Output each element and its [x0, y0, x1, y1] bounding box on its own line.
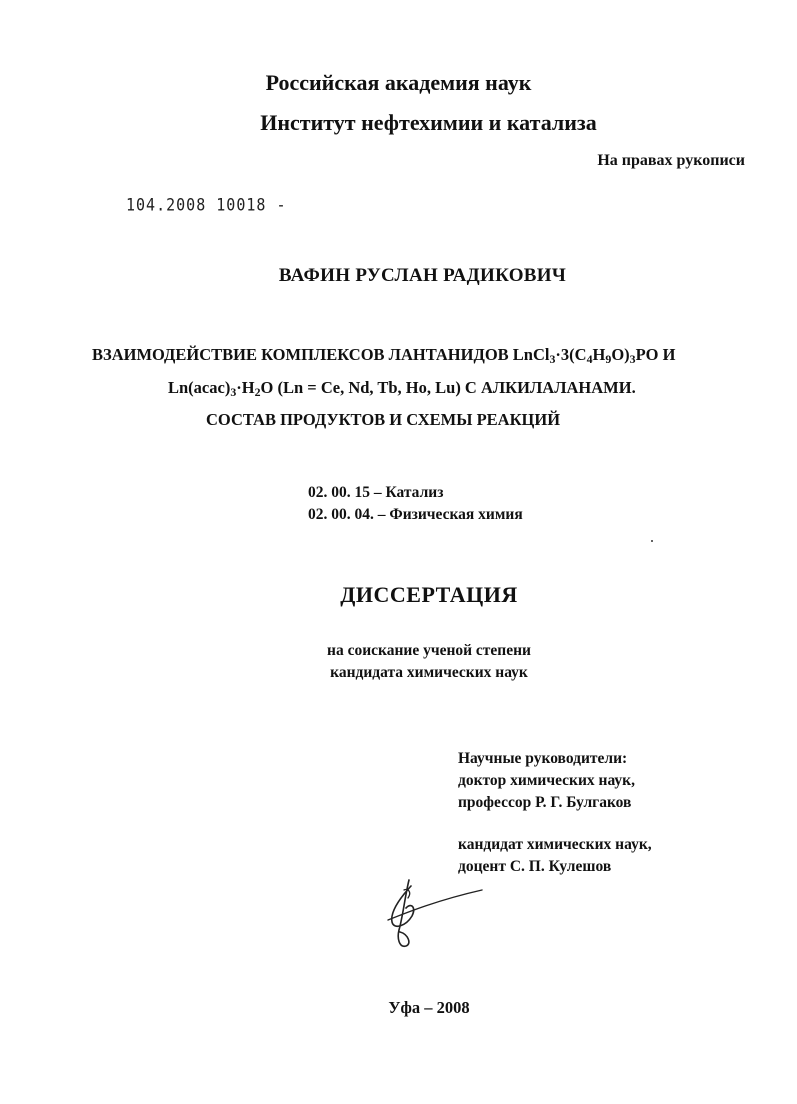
specialty-physical-chemistry: 02. 00. 04. – Физическая химия: [308, 506, 523, 523]
degree-line-2: кандидата химических наук: [330, 664, 528, 681]
place-and-year: Уфа – 2008: [388, 998, 470, 1017]
supervisors-heading: Научные руководители:: [458, 750, 628, 767]
supervisor-2-degree: кандидат химических наук,: [458, 836, 652, 853]
degree-line-1: на соискание ученой степени: [327, 642, 531, 659]
title-line-3: СОСТАВ ПРОДУКТОВ И СХЕМЫ РЕАКЦИЙ: [206, 410, 561, 429]
title-line-1: ВЗАИМОДЕЙСТВИЕ КОМПЛЕКСОВ ЛАНТАНИДОВ $LnCl_3\cdot 3(C_4H_9O)_3PO$ И: [92, 345, 676, 366]
title-line-2: $Ln(acac)_3\cdot H_2O$ (Ln = Ce, Nd, Tb, Ho, Lu) С АЛКИЛАЛАНАМИ.: [168, 378, 636, 399]
academy-name: Российская академия наук: [265, 70, 532, 95]
registry-stamp: 104.2008 10018 -: [126, 194, 287, 216]
handwritten-signature: [378, 872, 488, 954]
specialty-catalysis: 02. 00. 15 – Катализ: [308, 484, 444, 501]
institute-name: Институт нефтехимии и катализа: [260, 110, 597, 135]
supervisor-1-name: профессор Р. Г. Булгаков: [458, 794, 632, 811]
speck-dot: [651, 540, 653, 542]
supervisor-2-name: доцент С. П. Кулешов: [458, 858, 612, 875]
supervisor-1-degree: доктор химических наук,: [458, 772, 635, 789]
manuscript-rights-label: На правах рукописи: [597, 152, 745, 169]
document-type: ДИССЕРТАЦИЯ: [340, 582, 518, 607]
author-name: ВАФИН РУСЛАН РАДИКОВИЧ: [278, 265, 567, 286]
signature-stroke: [392, 886, 414, 926]
